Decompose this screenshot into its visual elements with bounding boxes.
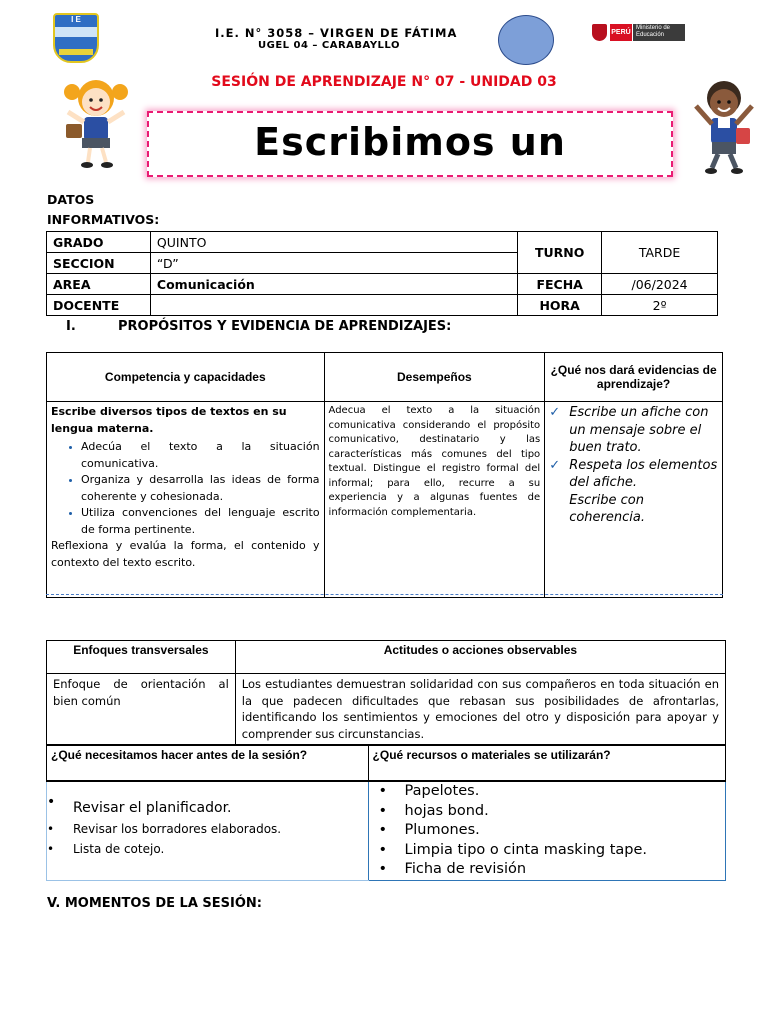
column-header: Enfoques transversales [47, 641, 236, 674]
datos-label-cell: AREA [47, 274, 151, 295]
evidencia-text: Escribe un afiche con un mensaje sobre el buen trato. [569, 405, 709, 455]
checkmark-icon: ✓ [549, 405, 561, 420]
datos-value-cell: Comunicación [150, 274, 517, 295]
list-item: • Revisar el planificador. [47, 792, 368, 819]
datos-label-cell: FECHA [518, 274, 602, 295]
datos-value-cell: QUINTO [150, 232, 517, 253]
column-header: Desempeños [324, 353, 545, 402]
datos-label-cell: HORA [518, 295, 602, 316]
column-header: Actitudes o acciones observables [235, 641, 725, 674]
datos-value-cell: “D” [150, 253, 517, 274]
enfoques-table [46, 640, 726, 745]
list-item: • hojas bond. [369, 802, 725, 822]
datos-value-cell [150, 295, 517, 316]
column-header: Competencia y capacidades [47, 353, 325, 402]
table-header-row [47, 641, 726, 674]
list-item: • Plumones. [369, 821, 725, 841]
table-row [47, 274, 718, 295]
capacidades-list [51, 439, 320, 538]
recursos-list [369, 782, 725, 880]
actitud-cell: Los estudiantes demuestran solidaridad con sus compañeros en toda situación en la que padecen dificultades que rebasan sus posibilidades de afrontarlas, identificando los sentimientos y emociones del otro y disposición para apoyar y comprender sus circunstancias. [235, 674, 725, 745]
section-1-heading [66, 319, 451, 334]
list-item: • Adecúa el texto a la situación comunicativa. [81, 439, 320, 472]
column-header: ¿Qué nos dará evidencias de aprendizaje? [545, 353, 723, 402]
capacidad-reflexiona: Reflexiona y evalúa la forma, el contenido y contexto del texto escrito. [51, 539, 320, 569]
list-item [549, 404, 718, 457]
crest-text: I E [71, 15, 81, 24]
competencia-title: Escribe diversos tipos de textos en su lengua materna. [51, 405, 287, 435]
boy-student-illustration [688, 76, 760, 176]
column-header: ¿Qué recursos o materiales se utilizarán? [368, 746, 725, 782]
competencia-cell [47, 402, 325, 598]
datos-label-cell: SECCION [47, 253, 151, 274]
logo-peru-text: PERÚ [610, 24, 632, 41]
session-title: SESIÓN DE APRENDIZAJE N° 07 - UNIDAD 03 [211, 74, 557, 90]
datos-value-cell: /06/2024 [602, 274, 718, 295]
checkmark-icon: ✓ [549, 457, 561, 473]
list-item: • Utiliza convenciones del lenguaje escrito de forma pertinente. [81, 505, 320, 538]
dashed-divider [46, 594, 723, 595]
table-row [47, 232, 718, 253]
section-1-title: PROPÓSITOS Y EVIDENCIA DE APRENDIZAJES: [118, 319, 452, 334]
list-item: • Lista de cotejo. [47, 839, 368, 859]
materiales-table [46, 745, 726, 881]
evidencia-text: Escribe con coherencia. [569, 492, 645, 525]
antes-list [47, 782, 368, 859]
school-crest-logo [53, 13, 99, 63]
ministry-logo [592, 22, 688, 44]
table-header-row [47, 353, 723, 402]
main-title-box [147, 111, 673, 177]
section-5-heading: V. MOMENTOS DE LA SESIÓN: [47, 896, 262, 911]
blue-circle-shape [498, 15, 554, 65]
main-title: Escribimos un [254, 120, 566, 164]
evidencias-cell [545, 402, 723, 598]
list-item: • Organiza y desarrolla las ideas de forma coherente y cohesionada. [81, 472, 320, 505]
datos-value-cell: 2º [602, 295, 718, 316]
logo-ministry-text: Ministerio de Educación [633, 24, 685, 41]
school-name: I.E. N° 3058 – VIRGEN DE FÁTIMA [215, 26, 458, 40]
school-ugel: UGEL 04 – CARABAYLLO [258, 40, 400, 51]
list-item: • Ficha de revisión [369, 860, 725, 880]
table-row [47, 674, 726, 745]
competencias-table [46, 352, 723, 598]
table-row [47, 781, 726, 880]
antes-cell [47, 781, 369, 880]
desempeno-cell: Adecua el texto a la situación comunicativa considerando el propósito comunicativo, destinatario y las características más comunes del tipo textual. Distingue el registro formal del informal; para ello, recurre a su experiencia y a algunas fuentes de información complementaria. [324, 402, 545, 598]
table-header-row [47, 746, 726, 782]
datos-label-cell: DOCENTE [47, 295, 151, 316]
datos-informativos-label: DATOS INFORMATIVOS: [47, 192, 160, 227]
column-header: ¿Qué necesitamos hacer antes de la sesión? [47, 746, 369, 782]
table-row [47, 295, 718, 316]
evidencia-text: Respeta los elementos del afiche. [569, 457, 718, 490]
datos-label-cell: TURNO [518, 232, 602, 274]
list-item: • Limpia tipo o cinta masking tape. [369, 841, 725, 861]
recursos-cell [368, 781, 725, 880]
enfoque-cell: Enfoque de orientación al bien común [47, 674, 236, 745]
list-item [549, 457, 718, 492]
table-row [47, 402, 723, 598]
list-item [549, 492, 718, 527]
datos-label-cell: GRADO [47, 232, 151, 253]
girl-student-illustration [60, 72, 132, 170]
list-item: • Papelotes. [369, 782, 725, 802]
peru-shield-icon [592, 24, 607, 41]
list-item: • Revisar los borradores elaborados. [47, 819, 368, 839]
datos-table [46, 231, 718, 316]
datos-value-cell: TARDE [602, 232, 718, 274]
section-1-number: I. [66, 319, 76, 334]
